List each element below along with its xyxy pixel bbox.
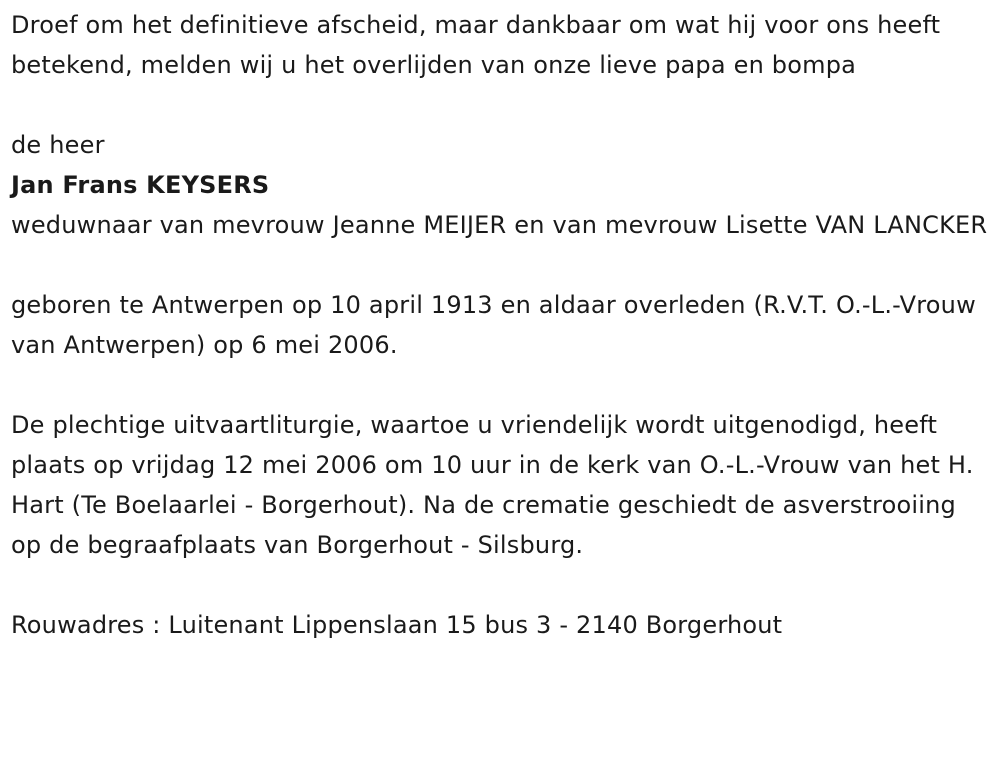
relation-paragraph: weduwnaar van mevrouw Jeanne MEIJER en van mevrouw Lisette VAN LANCKER xyxy=(11,211,988,239)
intro-paragraph: Droef om het definitieve afscheid, maar dankbaar om wat hij voor ons heeft betekend, melden wij u het overlijden van onze lieve papa en bompa xyxy=(11,11,941,79)
birth-death-paragraph: geboren te Antwerpen op 10 april 1913 en aldaar overleden (R.V.T. O.-L.-Vrouw van Antwerpen) op 6 mei 2006. xyxy=(11,291,976,359)
mourning-address: Rouwadres : Luitenant Lippenslaan 15 bus 3 - 2140 Borgerhout xyxy=(11,611,783,639)
ceremony-paragraph: De plechtige uitvaartliturgie, waartoe u vriendelijk wordt uitgenodigd, heeft plaats op vrijdag 12 mei 2006 om 10 uur in de kerk van O.-L.-Vrouw van het H. Hart (Te Boelaarlei - Borgerhout). Na de crematie geschiedt de asverstrooiing op de begraafplaats van Borgerhout - Silsburg. xyxy=(11,411,974,559)
spacer xyxy=(11,365,991,405)
honorific: de heer xyxy=(11,131,105,159)
deceased-name: Jan Frans KEYSERS xyxy=(11,171,270,199)
death-notice xyxy=(11,5,991,645)
spacer xyxy=(11,565,991,605)
spacer xyxy=(11,85,991,125)
spacer xyxy=(11,245,991,285)
